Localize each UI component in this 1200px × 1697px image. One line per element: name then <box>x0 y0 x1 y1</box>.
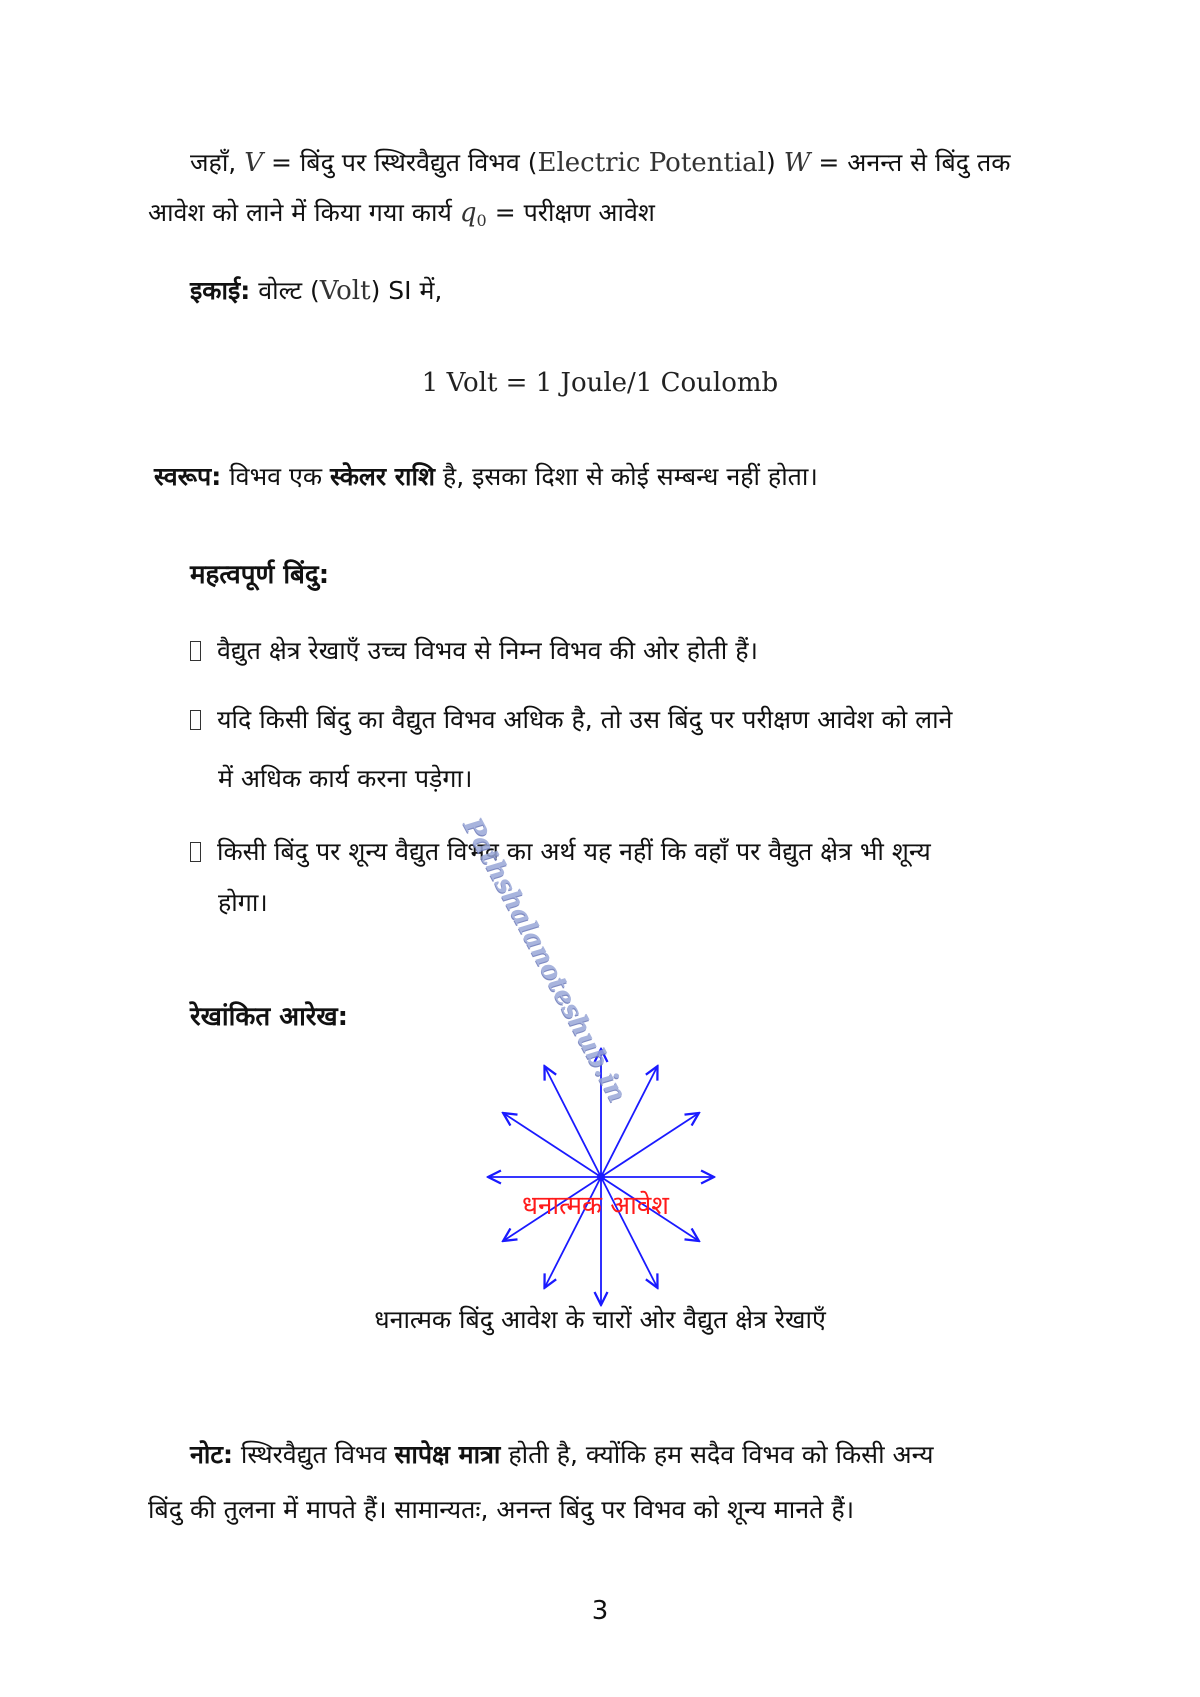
charge-label: धनात्मक आवेश <box>522 1191 669 1221</box>
note-line-1 <box>190 1440 933 1470</box>
diagram-caption: धनात्मक बिंदु आवेश के चारों ओर वैद्युत क्षेत्र रेखाएँ <box>374 1305 826 1334</box>
q-subscript: 0 <box>476 211 487 230</box>
unit-text-post: ) SI में, <box>370 276 443 305</box>
unit-label: इकाई: <box>190 276 251 305</box>
point-3-text: किसी बिंदु पर शून्य वैद्युत विभव का अर्थ यह नहीं कि वहाँ पर वैद्युत क्षेत्र भी शून्य <box>217 837 931 866</box>
q-letter: q <box>459 198 477 228</box>
point-3-cont: होगा। <box>218 888 268 917</box>
q-description: = परीक्षण आवेश <box>494 198 655 227</box>
unit-formula: 1 Volt = 1 Joule/1 Coulomb <box>421 368 779 398</box>
important-points-heading: महत्वपूर्ण बिंदु: <box>190 560 330 590</box>
note-text-post: होती है, क्योंकि हम सदैव विभव को किसी अन्य <box>508 1440 934 1469</box>
w-description-cont: आवेश को लाने में किया गया कार्य <box>148 198 452 227</box>
field-line-arrow-icon <box>503 1113 601 1177</box>
point-1-text: वैद्युत क्षेत्र रेखाएँ उच्च विभव से निम्न विभव की ओर होती हैं। <box>217 636 758 665</box>
w-symbol: W <box>783 148 811 178</box>
diagram-heading: रेखांकित आरेख: <box>190 1002 349 1032</box>
v-description: = बिंदु पर स्थिरवैद्युत विभव ( <box>270 148 538 177</box>
point-2-cont: में अधिक कार्य करना पड़ेगा। <box>218 764 473 793</box>
note-bold-term: सापेक्ष मात्रा <box>394 1440 501 1469</box>
note-line-2: बिंदु की तुलना में मापते हैं। सामान्यतः, अनन्त बिंदु पर विभव को शून्य मानते हैं। <box>148 1495 855 1524</box>
field-line-arrow-icon <box>601 1113 699 1177</box>
v-english-term: Electric Potential <box>537 148 766 178</box>
nature-bold-term: स्केलर राशि <box>329 462 435 491</box>
w-description: = अनन्त से बिंदु तक <box>818 148 1011 177</box>
prefix-text: जहाँ, <box>190 148 237 177</box>
unit-text-pre: वोल्ट ( <box>258 276 320 305</box>
v-symbol: V <box>244 148 263 178</box>
unit-english: Volt <box>319 276 371 306</box>
note-text-pre: स्थिरवैद्युत विभव <box>240 1440 387 1469</box>
watermark: Pathshalanoteshub.in <box>456 812 633 1107</box>
nature-label: स्वरूप: <box>154 462 222 491</box>
v-close-paren: ) <box>766 148 776 177</box>
note-label: नोट: <box>190 1440 233 1469</box>
nature-text-post: है, इसका दिशा से कोई सम्बन्ध नहीं होता। <box>442 462 818 491</box>
charge-point-icon <box>597 1173 605 1181</box>
nature-text-pre: विभव एक <box>229 462 323 491</box>
point-2-text: यदि किसी बिंदु का वैद्युत विभव अधिक है, तो उस बिंदु पर परीक्षण आवेश को लाने <box>217 705 953 734</box>
page-number: 3 <box>591 1596 609 1626</box>
